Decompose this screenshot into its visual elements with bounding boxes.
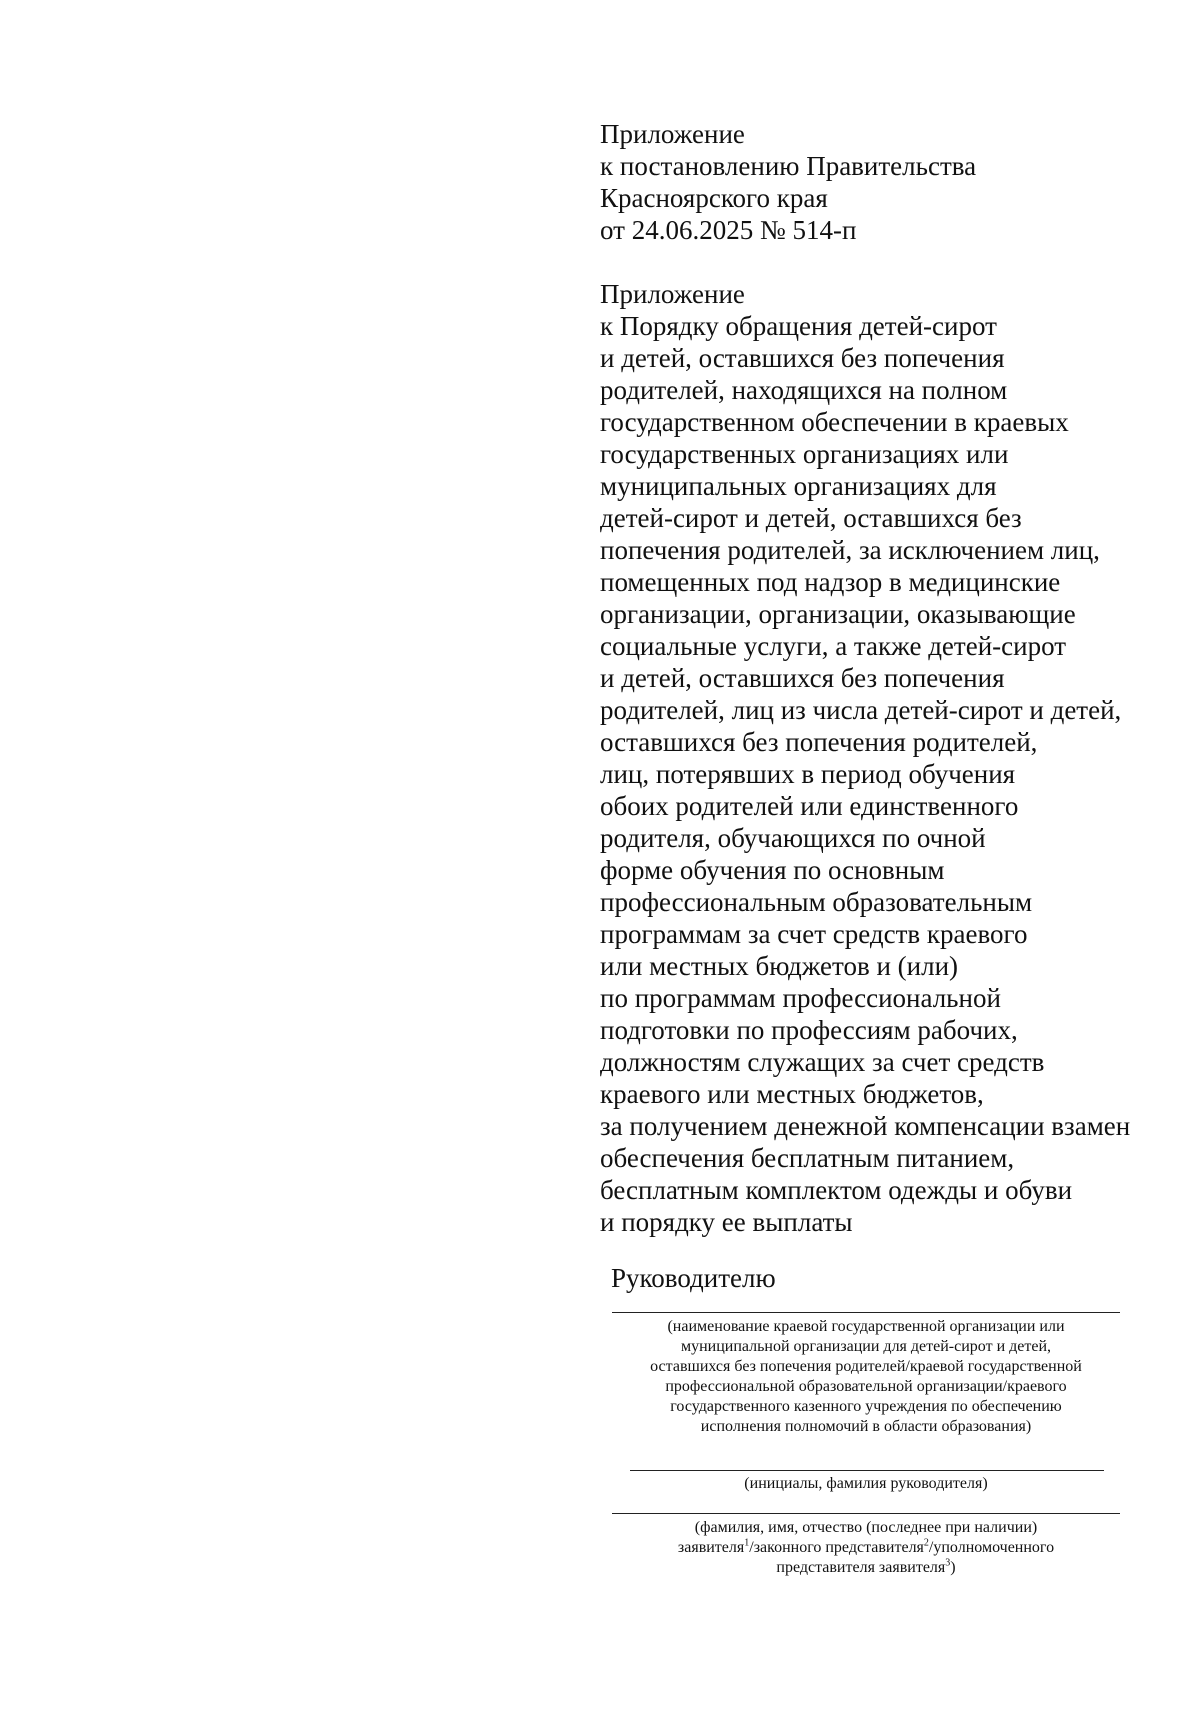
appendix-line: родителей, находящихся на полном <box>600 375 1008 405</box>
caption-line: исполнения полномочий в области образования) <box>700 1418 1032 1435</box>
footnote-mark-3: 3 <box>945 1557 951 1569</box>
appendix-line: и порядку ее выплаты <box>600 1207 853 1237</box>
appendix-line: и детей, оставшихся без попечения <box>600 663 1005 693</box>
header-line: к постановлению Правительства <box>600 151 977 181</box>
appendix-line: социальные услуги, а также детей-сирот <box>600 631 1067 661</box>
addressee-label: Руководителю <box>611 1263 776 1293</box>
caption-line: профессиональной образовательной организации/краевого <box>665 1378 1067 1395</box>
appendix-line: бесплатным комплектом одежды и обуви <box>600 1175 1073 1205</box>
appendix-line: муниципальных организациях для <box>600 471 997 501</box>
appendix-line: краевого или местных бюджетов, <box>600 1079 984 1109</box>
head-name-line <box>630 1470 1104 1471</box>
appendix-line: профессиональным образовательным <box>600 887 1033 917</box>
header-line: Приложение <box>600 119 745 149</box>
header-line: от 24.06.2025 № 514-п <box>600 215 857 245</box>
appendix-line: форме обучения по основным <box>600 855 945 885</box>
caption-text: заявителя <box>677 1539 745 1556</box>
head-caption <box>612 1474 1120 1494</box>
appendix-line: государственных организациях или <box>600 439 1009 469</box>
appendix-line: к Порядку обращения детей-сирот <box>600 311 997 341</box>
appendix-line: подготовки по профессиям рабочих, <box>600 1015 1018 1045</box>
appendix-line: обеспечения бесплатным питанием, <box>600 1143 1015 1173</box>
applicant-caption <box>612 1518 1120 1578</box>
caption-line: (наименование краевой государственной организации или <box>667 1318 1065 1335</box>
appendix-block <box>600 278 1160 1238</box>
caption-line: государственного казенного учреждения по обеспечению <box>670 1398 1062 1415</box>
appendix-line: попечения родителей, за исключением лиц, <box>600 535 1100 565</box>
footnote-mark-1: 1 <box>744 1537 750 1549</box>
caption-text: /уполномоченного <box>928 1539 1055 1556</box>
caption-text: представителя заявителя <box>776 1559 946 1576</box>
appendix-line: по программам профессиональной <box>600 983 1001 1013</box>
appendix-line: и детей, оставшихся без попечения <box>600 343 1005 373</box>
caption-text: ) <box>950 1559 956 1576</box>
document-header-block <box>600 118 1160 246</box>
appendix-line: детей-сирот и детей, оставшихся без <box>600 503 1022 533</box>
appendix-line: родителей, лиц из числа детей-сирот и детей, <box>600 695 1122 725</box>
appendix-line: обоих родителей или единственного <box>600 791 1019 821</box>
appendix-line: лиц, потерявших в период обучения <box>600 759 1016 789</box>
appendix-line: оставшихся без попечения родителей, <box>600 727 1038 757</box>
appendix-line: государственном обеспечении в краевых <box>600 407 1069 437</box>
appendix-line: организации, организации, оказывающие <box>600 599 1076 629</box>
appendix-line: помещенных под надзор в медицинские <box>600 567 1061 597</box>
footnote-mark-2: 2 <box>923 1537 929 1549</box>
appendix-line: или местных бюджетов и (или) <box>600 951 959 981</box>
appendix-line: Приложение <box>600 279 745 309</box>
appendix-line: должностям служащих за счет средств <box>600 1047 1045 1077</box>
caption-line <box>612 1538 1120 1558</box>
caption-text: /законного представителя <box>749 1539 924 1556</box>
caption-line: (фамилия, имя, отчество (последнее при наличии) <box>694 1519 1038 1536</box>
appendix-line: программам за счет средств краевого <box>600 919 1028 949</box>
caption-line <box>612 1558 1120 1578</box>
organization-name-line <box>612 1312 1120 1313</box>
applicant-name-line <box>612 1513 1120 1514</box>
caption-line: (инициалы, фамилия руководителя) <box>744 1475 988 1492</box>
caption-line: муниципальной организации для детей-сирот и детей, <box>680 1338 1052 1355</box>
organization-caption <box>612 1317 1120 1437</box>
header-line: Красноярского края <box>600 183 828 213</box>
appendix-line: за получением денежной компенсации взамен <box>600 1111 1131 1141</box>
appendix-line: родителя, обучающихся по очной <box>600 823 986 853</box>
caption-line: оставшихся без попечения родителей/краевой государственной <box>650 1358 1082 1375</box>
